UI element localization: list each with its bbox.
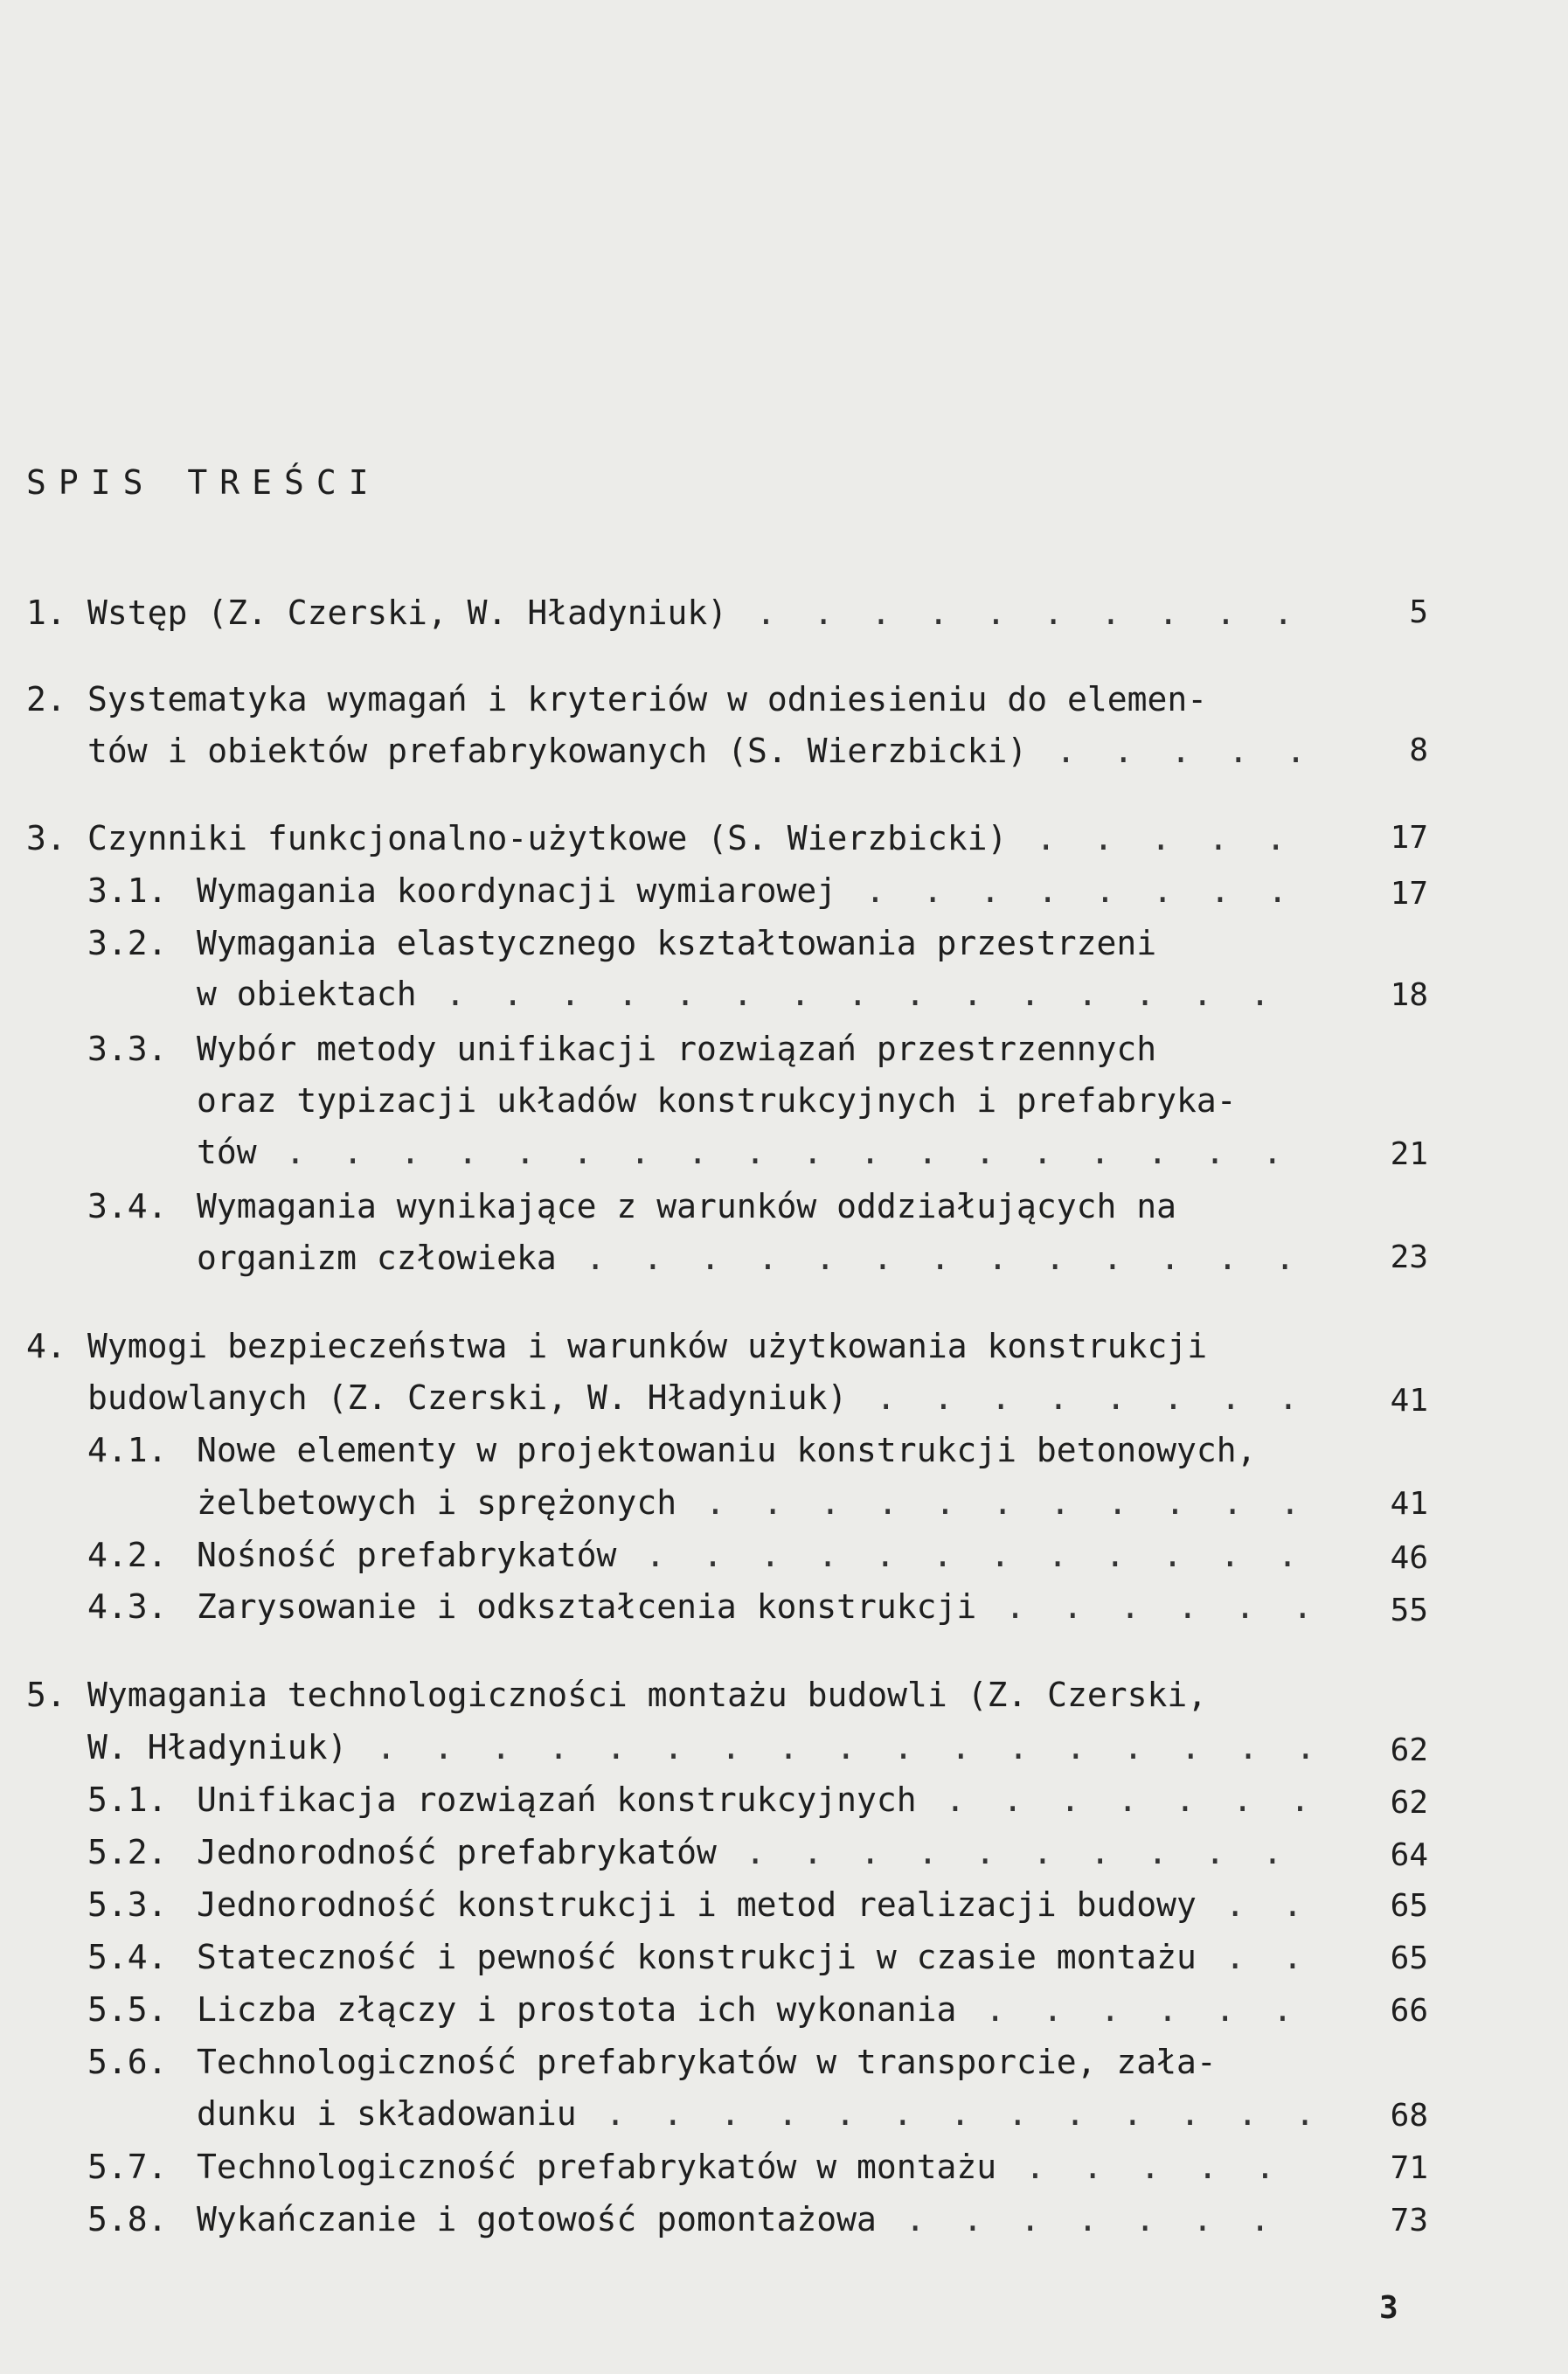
dot-leader bbox=[996, 2145, 1311, 2189]
entry-title: Wymagania wynikające z warunków oddziałujących na bbox=[197, 1187, 1177, 1225]
entry-number: 4.3. bbox=[87, 1587, 168, 1626]
entry-number: 4. bbox=[26, 1327, 66, 1365]
toc-entry-3-3 bbox=[87, 1027, 1311, 1071]
toc-entry-3-3-cont2 bbox=[197, 1130, 1311, 1174]
dot-leader bbox=[1027, 729, 1311, 773]
toc-entry-5-2 bbox=[87, 1830, 1311, 1874]
entry-page-number: 62 bbox=[1390, 1785, 1428, 1821]
entry-title: Systematyka wymagań i kryteriów w odniesieniu do elemen- bbox=[87, 680, 1208, 718]
dot-leader bbox=[1007, 816, 1311, 860]
entry-number: 5. bbox=[26, 1676, 66, 1714]
entry-number: 3.2. bbox=[87, 924, 168, 962]
dot-leader bbox=[616, 1533, 1311, 1577]
dot-leader bbox=[347, 1725, 1311, 1769]
entry-number: 5.2. bbox=[87, 1833, 168, 1871]
entry-title: Czynniki funkcjonalno-użytkowe (S. Wierzbicki) bbox=[87, 819, 1008, 857]
entry-title-continued: żelbetowych i sprężonych bbox=[197, 1483, 677, 1522]
toc-heading: SPIS TREŚCI bbox=[26, 463, 381, 502]
entry-page-number: 18 bbox=[1390, 977, 1428, 1013]
dot-leader bbox=[577, 2092, 1311, 2135]
entry-title: Nośność prefabrykatów bbox=[197, 1536, 617, 1574]
entry-number: 5.5. bbox=[87, 1990, 168, 2029]
entry-number: 5.8. bbox=[87, 2200, 168, 2239]
entry-number: 3. bbox=[26, 819, 66, 857]
entry-page-number: 8 bbox=[1409, 732, 1428, 768]
entry-number: 4.1. bbox=[87, 1431, 168, 1469]
entry-title: Wymogi bezpieczeństwa i warunków użytkowania konstrukcji bbox=[87, 1327, 1208, 1365]
toc-entry-3-2 bbox=[87, 921, 1311, 965]
entry-title-continued: tów bbox=[197, 1133, 257, 1171]
toc-entry-3-2-cont bbox=[197, 972, 1311, 1016]
entry-title: Wybór metody unifikacji rozwiązań przestrzennych bbox=[197, 1030, 1157, 1068]
toc-entry-5-7 bbox=[87, 2145, 1311, 2189]
folio-page-number: 3 bbox=[1379, 2290, 1398, 2326]
entry-title: Nowe elementy w projektowaniu konstrukcji betonowych, bbox=[197, 1431, 1257, 1469]
entry-number: 3.1. bbox=[87, 871, 168, 910]
entry-title: Wymagania koordynacji wymiarowej bbox=[197, 871, 837, 910]
dot-leader bbox=[1197, 1883, 1311, 1926]
entry-page-number: 66 bbox=[1390, 1993, 1428, 2029]
dot-leader bbox=[1197, 1935, 1311, 1979]
entry-title-continued: tów i obiektów prefabrykowanych (S. Wierzbicki) bbox=[87, 732, 1028, 770]
entry-number: 5.6. bbox=[87, 2043, 168, 2081]
entry-page-number: 17 bbox=[1390, 876, 1428, 912]
dot-leader bbox=[717, 1830, 1311, 1874]
entry-page-number: 17 bbox=[1390, 820, 1428, 856]
entry-title: Wymagania elastycznego kształtowania przestrzeni bbox=[197, 924, 1157, 962]
toc-entry-5-3 bbox=[87, 1883, 1311, 1926]
entry-title: Liczba złączy i prostota ich wykonania bbox=[197, 1990, 957, 2029]
entry-title: Stateczność i pewność konstrukcji w czasie montażu bbox=[197, 1938, 1197, 1976]
toc-entry-5-5 bbox=[87, 1988, 1311, 2031]
entry-page-number: 41 bbox=[1390, 1383, 1428, 1419]
entry-title-continued: budowlanych (Z. Czerski, W. Hładyniuk) bbox=[87, 1378, 848, 1417]
entry-page-number: 65 bbox=[1390, 1940, 1428, 1976]
dot-leader bbox=[847, 1376, 1311, 1420]
toc-entry-3-3-cont bbox=[197, 1079, 1311, 1122]
entry-number: 5.1. bbox=[87, 1780, 168, 1819]
toc-entry-3-4 bbox=[87, 1184, 1311, 1228]
entry-number: 5.4. bbox=[87, 1938, 168, 1976]
toc-entry-5-8 bbox=[87, 2197, 1311, 2241]
toc-entry-5-1 bbox=[87, 1778, 1311, 1822]
entry-page-number: 5 bbox=[1409, 594, 1428, 630]
entry-number: 3.3. bbox=[87, 1030, 168, 1068]
entry-page-number: 65 bbox=[1390, 1888, 1428, 1924]
entry-page-number: 41 bbox=[1390, 1486, 1428, 1522]
entry-number: 3.4. bbox=[87, 1187, 168, 1225]
toc-entry-5-6-cont bbox=[197, 2092, 1311, 2135]
toc-entry-3-1 bbox=[87, 869, 1311, 913]
entry-page-number: 21 bbox=[1390, 1136, 1428, 1172]
entry-title-continued: W. Hładyniuk) bbox=[87, 1728, 348, 1767]
dot-leader bbox=[976, 1585, 1311, 1628]
entry-page-number: 73 bbox=[1390, 2203, 1428, 2239]
entry-title: Technologiczność prefabrykatów w montażu bbox=[197, 2148, 997, 2186]
entry-page-number: 55 bbox=[1390, 1593, 1428, 1628]
entry-number: 4.2. bbox=[87, 1536, 168, 1574]
entry-number: 5.7. bbox=[87, 2148, 168, 2186]
dot-leader bbox=[836, 869, 1311, 913]
toc-entry-4-1-cont bbox=[197, 1481, 1311, 1524]
dot-leader bbox=[877, 2197, 1311, 2241]
entry-number: 5.3. bbox=[87, 1885, 168, 1924]
entry-page-number: 71 bbox=[1390, 2150, 1428, 2186]
entry-title-continued: oraz typizacji układów konstrukcyjnych i prefabryka- bbox=[197, 1081, 1237, 1120]
dot-leader bbox=[557, 1236, 1311, 1280]
entry-title: Wymagania technologiczności montażu budowli (Z. Czerski, bbox=[87, 1676, 1208, 1714]
entry-number: 2. bbox=[26, 680, 66, 718]
dot-leader bbox=[917, 1778, 1311, 1822]
dot-leader bbox=[257, 1130, 1311, 1174]
toc-entry-4-1 bbox=[87, 1428, 1329, 1472]
toc-entry-5-4 bbox=[87, 1935, 1311, 1979]
entry-number: 1. bbox=[26, 594, 66, 632]
dot-leader bbox=[956, 1988, 1311, 2031]
toc-entry-3 bbox=[26, 816, 1311, 860]
entry-title: Zarysowanie i odkształcenia konstrukcji bbox=[197, 1587, 977, 1626]
toc-entry-3-4-cont bbox=[197, 1236, 1311, 1280]
entry-page-number: 62 bbox=[1390, 1732, 1428, 1768]
toc-entry-4-3 bbox=[87, 1585, 1311, 1628]
toc-entry-4-2 bbox=[87, 1533, 1311, 1577]
entry-title-continued: w obiektach bbox=[197, 975, 417, 1013]
toc-entry-4 bbox=[26, 1324, 1311, 1368]
dot-leader bbox=[417, 972, 1311, 1016]
entry-page-number: 64 bbox=[1390, 1837, 1428, 1873]
entry-title: Jednorodność prefabrykatów bbox=[197, 1833, 717, 1871]
entry-title-continued: dunku i składowaniu bbox=[197, 2094, 577, 2133]
dot-leader bbox=[727, 591, 1311, 635]
entry-page-number: 23 bbox=[1390, 1239, 1428, 1275]
toc-entry-2-cont bbox=[87, 729, 1311, 773]
toc-entry-1 bbox=[26, 591, 1311, 635]
entry-title: Unifikacja rozwiązań konstrukcyjnych bbox=[197, 1780, 917, 1819]
entry-title-continued: organizm człowieka bbox=[197, 1239, 557, 1277]
toc-entry-4-cont bbox=[87, 1376, 1311, 1420]
toc-entry-5 bbox=[26, 1673, 1311, 1717]
entry-page-number: 68 bbox=[1390, 2098, 1428, 2134]
entry-title: Wykańczanie i gotowość pomontażowa bbox=[197, 2200, 877, 2239]
entry-title: Jednorodność konstrukcji i metod realizacji budowy bbox=[197, 1885, 1197, 1924]
toc-entry-2 bbox=[26, 677, 1311, 721]
toc-entry-5-6 bbox=[87, 2040, 1311, 2084]
entry-page-number: 46 bbox=[1390, 1540, 1428, 1576]
entry-title: Technologiczność prefabrykatów w transporcie, zała- bbox=[197, 2043, 1217, 2081]
toc-entry-5-cont bbox=[87, 1725, 1311, 1769]
entry-title: Wstęp (Z. Czerski, W. Hładyniuk) bbox=[87, 594, 728, 632]
dot-leader bbox=[676, 1481, 1311, 1524]
